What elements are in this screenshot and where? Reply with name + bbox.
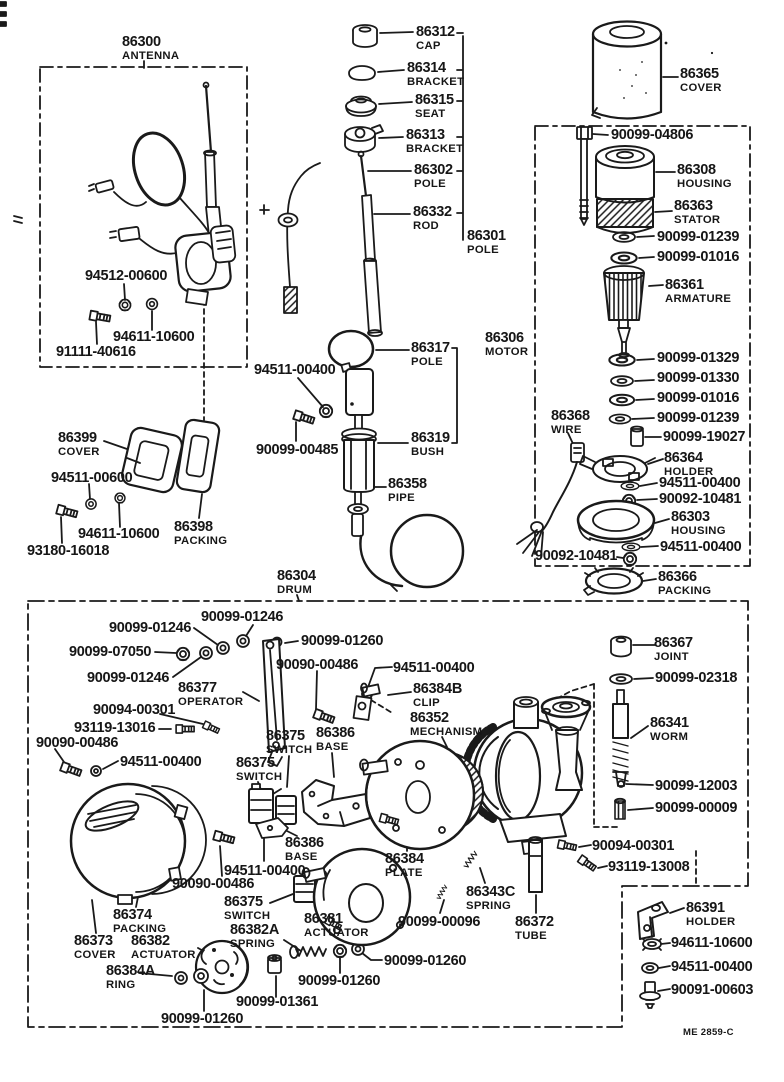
callout-86300 (122, 35, 179, 63)
part-name: COVER (74, 949, 116, 962)
callout-86358 (388, 477, 427, 505)
part-number: 86382A (230, 922, 279, 938)
callout-90094-00301-a (93, 703, 175, 718)
part-number: 86358 (388, 476, 427, 492)
callout-90099-01246-c (87, 671, 169, 686)
part-number: 90094-00301 (592, 838, 675, 854)
part-number: 86301 (467, 228, 506, 244)
callout-90099-12003 (655, 779, 737, 794)
part-number: 94512-00600 (85, 268, 168, 284)
callout-86384 (385, 852, 424, 880)
callout-86363 (674, 199, 720, 227)
part-number: 86375 (266, 728, 305, 744)
callout-90099-01260-c (298, 974, 380, 989)
part-number: 93180-16018 (27, 543, 110, 559)
part-name: PACKING (174, 535, 228, 548)
part-number: 93119-13008 (608, 859, 690, 875)
callout-86312 (416, 25, 455, 53)
callout-94511-00600 (51, 471, 132, 486)
callout-93119-13016 (74, 721, 155, 736)
callout-90099-01239-a (657, 230, 739, 245)
part-name: WORM (650, 731, 689, 744)
callout-86367 (654, 636, 693, 664)
part-number: 86375 (224, 894, 263, 910)
callout-86343C (466, 885, 515, 913)
part-name: MOTOR (485, 346, 529, 359)
part-number: 86363 (674, 198, 713, 214)
part-name: TUBE (515, 930, 547, 943)
part-number: 86367 (654, 635, 693, 651)
part-number: 86306 (485, 330, 524, 346)
part-name: OPERATOR (178, 696, 244, 709)
part-name: PACKING (658, 585, 712, 598)
part-number: 90099-01246 (201, 609, 284, 625)
callout-94512-00600 (85, 269, 167, 284)
part-name: SPRING (230, 938, 276, 951)
callout-90099-01260-d (161, 1012, 243, 1027)
part-name: PACKING (113, 923, 167, 936)
part-name: ANTENNA (122, 50, 180, 63)
part-number: 86308 (677, 162, 716, 178)
part-name: SEAT (415, 108, 446, 121)
part-number: 90099-01260 (384, 953, 467, 969)
part-number: 94611-10600 (113, 329, 195, 345)
part-number: 86361 (665, 277, 704, 293)
callout-90090-00486-a (276, 658, 358, 673)
part-number: 94611-10600 (671, 935, 753, 951)
part-name: POLE (414, 178, 446, 191)
part-name: JOINT (654, 651, 689, 664)
callout-86384B (413, 682, 462, 710)
callout-94511-00400-c (660, 540, 741, 555)
part-number: 94611-10600 (78, 526, 160, 542)
part-name: COVER (680, 82, 722, 95)
part-name: BASE (285, 851, 318, 864)
part-number: 90099-01246 (87, 670, 170, 686)
part-name: HOUSING (671, 525, 726, 538)
part-number: 86314 (407, 60, 446, 76)
callout-86382 (131, 934, 196, 962)
part-number: 90099-00009 (655, 800, 738, 816)
callout-86301 (467, 229, 506, 257)
callout-90099-19027 (663, 430, 745, 445)
callout-90099-00009 (655, 801, 737, 816)
callout-90099-01239-b (657, 411, 739, 426)
callout-90099-01329 (657, 351, 739, 366)
part-number: 86384A (106, 963, 155, 979)
callout-86304 (277, 569, 316, 597)
callout-86341 (650, 716, 689, 744)
part-number: 90099-01239 (657, 410, 740, 426)
callout-94511-00400-a (254, 363, 335, 378)
part-name: PIPE (388, 492, 415, 505)
part-name: ROD (413, 220, 440, 233)
pole-sub-bracket (452, 348, 457, 443)
part-number: 90099-04806 (611, 127, 694, 143)
part-number: 90099-12003 (655, 778, 738, 794)
part-number: 86319 (411, 430, 450, 446)
part-number: 86368 (551, 408, 590, 424)
callout-86399 (58, 431, 100, 459)
plate-code: ME 2859-C (683, 1027, 734, 1038)
part-name: HOLDER (686, 916, 736, 929)
callout-86313 (406, 128, 463, 156)
callout-86306 (485, 331, 528, 359)
callout-90099-04806 (611, 128, 693, 143)
part-number: 90099-01260 (161, 1011, 244, 1027)
part-number: 90099-01246 (109, 620, 192, 636)
part-name: CLIP (413, 697, 440, 710)
part-name: CAP (416, 40, 441, 53)
part-number: 94511-00400 (671, 959, 753, 975)
part-number: 86317 (411, 340, 450, 356)
callout-90099-01016-a (657, 250, 739, 265)
callout-86375-c (224, 895, 270, 923)
callout-94511-00400-e (120, 755, 201, 770)
part-number: 90092-10481 (659, 491, 742, 507)
part-number: 94511-00400 (393, 660, 475, 676)
callout-86302 (414, 163, 453, 191)
part-number: 86332 (413, 204, 452, 220)
part-name: SPRING (466, 900, 512, 913)
callout-86398 (174, 520, 227, 548)
part-number: 86365 (680, 66, 719, 82)
callout-86377 (178, 681, 243, 709)
part-name: ACTUATOR (304, 927, 369, 940)
part-number: 94511-00400 (254, 362, 336, 378)
part-number: 86313 (406, 127, 445, 143)
callout-90099-01260-a (301, 634, 383, 649)
callout-86319 (411, 431, 450, 459)
part-number: 90099-01239 (657, 229, 740, 245)
part-number: 90091-00603 (671, 982, 754, 998)
callout-90094-00301-b (592, 839, 674, 854)
part-number: 90099-01260 (301, 633, 384, 649)
part-number: 86381 (304, 911, 343, 927)
callout-90091-00603 (671, 983, 753, 998)
part-number: 86352 (410, 710, 449, 726)
callout-86361 (665, 278, 731, 306)
callout-86352 (410, 711, 482, 739)
callout-86384A (106, 964, 155, 992)
part-number: 90090-00486 (172, 876, 255, 892)
part-number: 91111-40616 (56, 344, 136, 360)
part-number: 86343C (466, 884, 515, 900)
part-number: 86375 (236, 755, 275, 771)
callout-86375-b (236, 756, 282, 784)
part-number: 94511-00400 (659, 475, 741, 491)
callout-90092-10481-b (535, 549, 617, 564)
callout-94611-10600-a (113, 330, 194, 345)
part-name: DRUM (277, 584, 313, 597)
antenna-assembly-drawing (89, 83, 236, 323)
part-number: 90094-00301 (93, 702, 176, 718)
part-number: 90099-01016 (657, 249, 740, 265)
part-number: 86374 (113, 907, 152, 923)
part-number: 90099-00096 (398, 914, 481, 930)
callout-86314 (407, 61, 464, 89)
callout-94611-10600-c (671, 936, 752, 951)
callout-86374 (113, 908, 166, 936)
callout-86382A (230, 923, 279, 951)
part-number: 86304 (277, 568, 316, 584)
callout-90099-01246-b (109, 621, 191, 636)
part-number: 94511-00400 (224, 863, 306, 879)
part-number: 90099-00485 (256, 442, 339, 458)
part-name: POLE (467, 244, 499, 257)
callout-86373 (74, 934, 116, 962)
part-number: 90099-01329 (657, 350, 740, 366)
part-number: 90099-01260 (298, 973, 381, 989)
motor-assembly-drawing (517, 22, 661, 596)
callout-90099-00096 (398, 915, 480, 930)
part-number: 86300 (122, 34, 161, 50)
callout-90099-01016-b (657, 391, 739, 406)
part-name: COVER (58, 446, 100, 459)
callout-86308 (677, 163, 732, 191)
worm-column-drawing (610, 637, 632, 820)
part-number: 86373 (74, 933, 113, 949)
callout-90099-02318 (655, 671, 737, 686)
part-number: 86315 (415, 92, 454, 108)
callout-90099-01361 (236, 995, 318, 1010)
part-number: 94511-00400 (120, 754, 202, 770)
part-number: 86399 (58, 430, 97, 446)
callout-86332 (413, 205, 452, 233)
part-number: 86302 (414, 162, 453, 178)
part-number: 90099-01016 (657, 390, 740, 406)
callout-86366 (658, 570, 711, 598)
part-name: POLE (411, 356, 443, 369)
part-number: 90099-01361 (236, 994, 319, 1010)
part-name: SWITCH (236, 771, 283, 784)
part-name: RING (106, 979, 136, 992)
part-number: 90099-02318 (655, 670, 738, 686)
callout-90099-01330 (657, 371, 739, 386)
part-number: 86391 (686, 900, 725, 916)
callout-86365 (680, 67, 722, 95)
part-number: 94511-00600 (51, 470, 133, 486)
callout-86386-b (285, 836, 324, 864)
callout-86315 (415, 93, 454, 121)
part-name: BRACKET (406, 143, 464, 156)
part-name: SWITCH (224, 910, 271, 923)
part-number: 86303 (671, 509, 710, 525)
part-number: 86341 (650, 715, 689, 731)
part-name: WIRE (551, 424, 582, 437)
part-number: 86312 (416, 24, 455, 40)
callout-90099-01246-a (201, 610, 283, 625)
callout-90090-00486-c (172, 877, 254, 892)
callout-90099-07050 (69, 645, 151, 660)
part-number: 90092-10481 (535, 548, 618, 564)
part-number: 90090-00486 (276, 657, 359, 673)
callout-86303 (671, 510, 726, 538)
callout-90090-00486-b (36, 736, 118, 751)
holder-corner-drawing (638, 902, 668, 1008)
part-number: 93119-13016 (74, 720, 156, 736)
part-name: SWITCH (266, 744, 313, 757)
callout-94511-00400-g (671, 960, 752, 975)
callout-86375-a (266, 729, 312, 757)
callout-90092-10481-a (659, 492, 741, 507)
part-number: 90099-19027 (663, 429, 746, 445)
part-number: 86372 (515, 914, 554, 930)
callout-93180-16018 (27, 544, 109, 559)
part-number: 86382 (131, 933, 170, 949)
part-number: 90090-00486 (36, 735, 119, 751)
part-name: BRACKET (407, 76, 465, 89)
part-name: HOLDER (664, 466, 714, 479)
part-number: 86386 (316, 725, 355, 741)
callout-94511-00400-b (659, 476, 740, 491)
callout-86391 (686, 901, 736, 929)
part-name: ACTUATOR (131, 949, 196, 962)
callout-94611-10600-b (78, 527, 159, 542)
part-name: BUSH (411, 446, 445, 459)
callout-86386-a (316, 726, 355, 754)
callout-94511-00400-d (393, 661, 474, 676)
part-name: MECHANISM (410, 726, 483, 739)
callout-93119-13008 (608, 860, 689, 875)
part-number: 86386 (285, 835, 324, 851)
part-number: 86384 (385, 851, 424, 867)
callout-86368 (551, 409, 590, 437)
part-number: 90099-01330 (657, 370, 740, 386)
part-number: 86384B (413, 681, 462, 697)
callout-90099-00485 (256, 443, 338, 458)
callout-86372 (515, 915, 554, 943)
part-number: 86398 (174, 519, 213, 535)
part-number: 86377 (178, 680, 217, 696)
part-name: HOUSING (677, 178, 732, 191)
callout-90099-01260-b (384, 954, 466, 969)
part-name: PLATE (385, 867, 423, 880)
part-name: BASE (316, 741, 349, 754)
part-name: STATOR (674, 214, 721, 227)
part-number: 86364 (664, 450, 703, 466)
part-name: ARMATURE (665, 293, 732, 306)
callout-91111-40616 (56, 345, 136, 360)
part-number: 86366 (658, 569, 697, 585)
callout-86381 (304, 912, 369, 940)
part-number: 90099-07050 (69, 644, 152, 660)
callout-86317 (411, 341, 450, 369)
part-number: 94511-00400 (660, 539, 742, 555)
